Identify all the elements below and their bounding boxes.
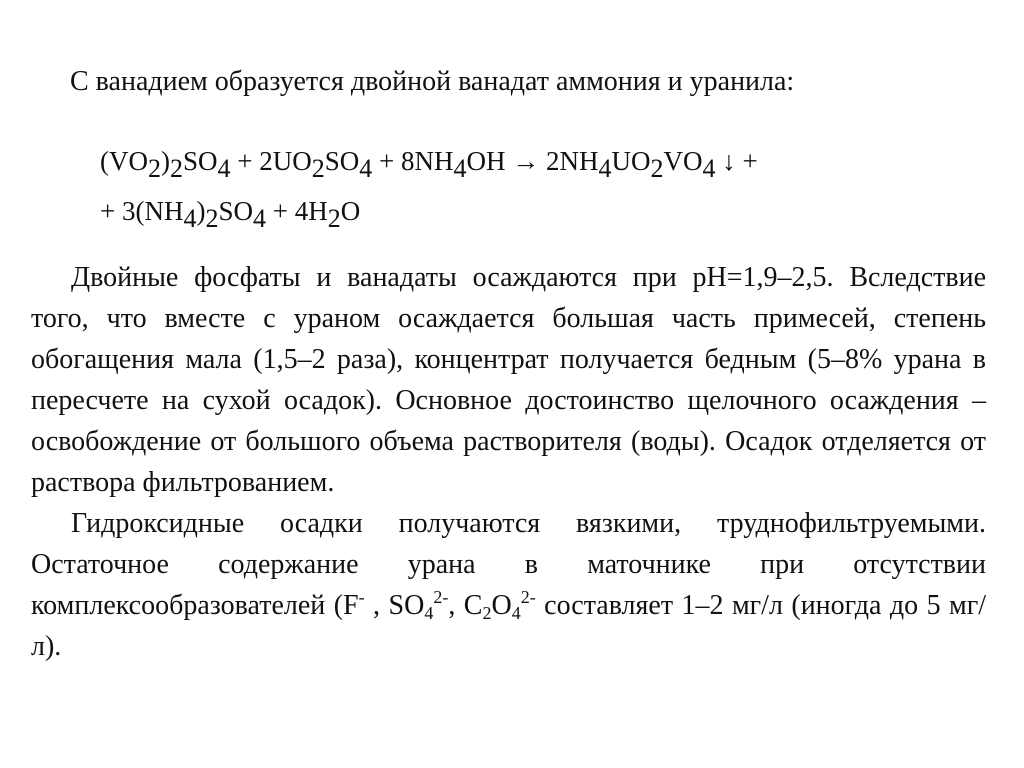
precipitate-arrow-icon: ↓ xyxy=(715,146,743,176)
eq-subscript: 4 xyxy=(453,154,467,183)
formula-subscript: 2 xyxy=(482,603,492,623)
paragraph-1: Двойные фосфаты и ванадаты осаждаются при pH=1,9–2,5. Вследствие того, что вместе с ураном осаждается большая часть примесей, степень обогащения мала (1,5–2 раза), концентрат получается бедным (5–8% урана в пересчете на сухой осадок). Основное достоинство щелочного осаждения – освобождение от большого объема растворителя (воды). Осадок отделяется от раствора фильтрованием. xyxy=(31,262,986,498)
oxalate-charge: 2- xyxy=(520,587,536,607)
equation-line-1 xyxy=(100,143,758,183)
equation-line-2 xyxy=(100,193,361,233)
eq-subscript: 4 xyxy=(359,154,373,183)
eq-term: + 4H xyxy=(265,196,328,226)
formula-text: , SO xyxy=(364,590,425,621)
sulfate-charge: 2- xyxy=(433,587,449,607)
eq-term: ) xyxy=(161,146,170,176)
paragraph-2 xyxy=(31,503,986,667)
eq-term: SO xyxy=(218,196,253,226)
eq-subscript: 2 xyxy=(650,154,664,183)
body-text xyxy=(31,257,986,667)
eq-subscript: 4 xyxy=(183,204,197,233)
paragraph-2-text: Гидроксидные осадки получаются вязкими, труднофильтруемыми. Остаточное содержание урана в маточнике при отсутствии комплексообразователей (F xyxy=(31,508,986,621)
eq-subscript: 4 xyxy=(252,204,266,233)
eq-term: OH xyxy=(466,146,513,176)
formula-text: O xyxy=(491,590,512,621)
eq-term: SO xyxy=(183,146,218,176)
eq-term: UO xyxy=(611,146,651,176)
eq-subscript: 4 xyxy=(217,154,231,183)
formula-text: , C xyxy=(448,590,483,621)
eq-term: O xyxy=(340,196,361,226)
fluoride-charge: - xyxy=(358,587,365,607)
formula-subscript: 4 xyxy=(511,603,521,623)
eq-term: + xyxy=(742,146,758,176)
eq-term: 2NH xyxy=(539,146,599,176)
intro-text: С ванадием образуется двойной ванадат аммония и уранила: xyxy=(70,66,795,97)
eq-subscript: 2 xyxy=(311,154,325,183)
eq-term: + 3(NH xyxy=(100,196,184,226)
eq-term: + 2UO xyxy=(230,146,312,176)
paragraph-2-tail: составляет 1–2 мг/л (иногда до 5 мг/л). xyxy=(31,590,987,662)
eq-term: + 8NH xyxy=(372,146,454,176)
eq-term: VO xyxy=(663,146,703,176)
eq-subscript: 2 xyxy=(327,204,341,233)
eq-term: SO xyxy=(324,146,360,176)
eq-subscript: 2 xyxy=(205,204,219,233)
eq-term: ) xyxy=(196,196,206,226)
eq-term: (VO xyxy=(100,146,148,176)
eq-subscript: 2 xyxy=(148,154,161,183)
eq-subscript: 2 xyxy=(170,154,183,183)
eq-subscript: 4 xyxy=(598,154,612,183)
eq-subscript: 4 xyxy=(702,154,716,183)
formula-subscript: 4 xyxy=(424,603,434,623)
reaction-arrow-icon: → xyxy=(512,146,540,176)
